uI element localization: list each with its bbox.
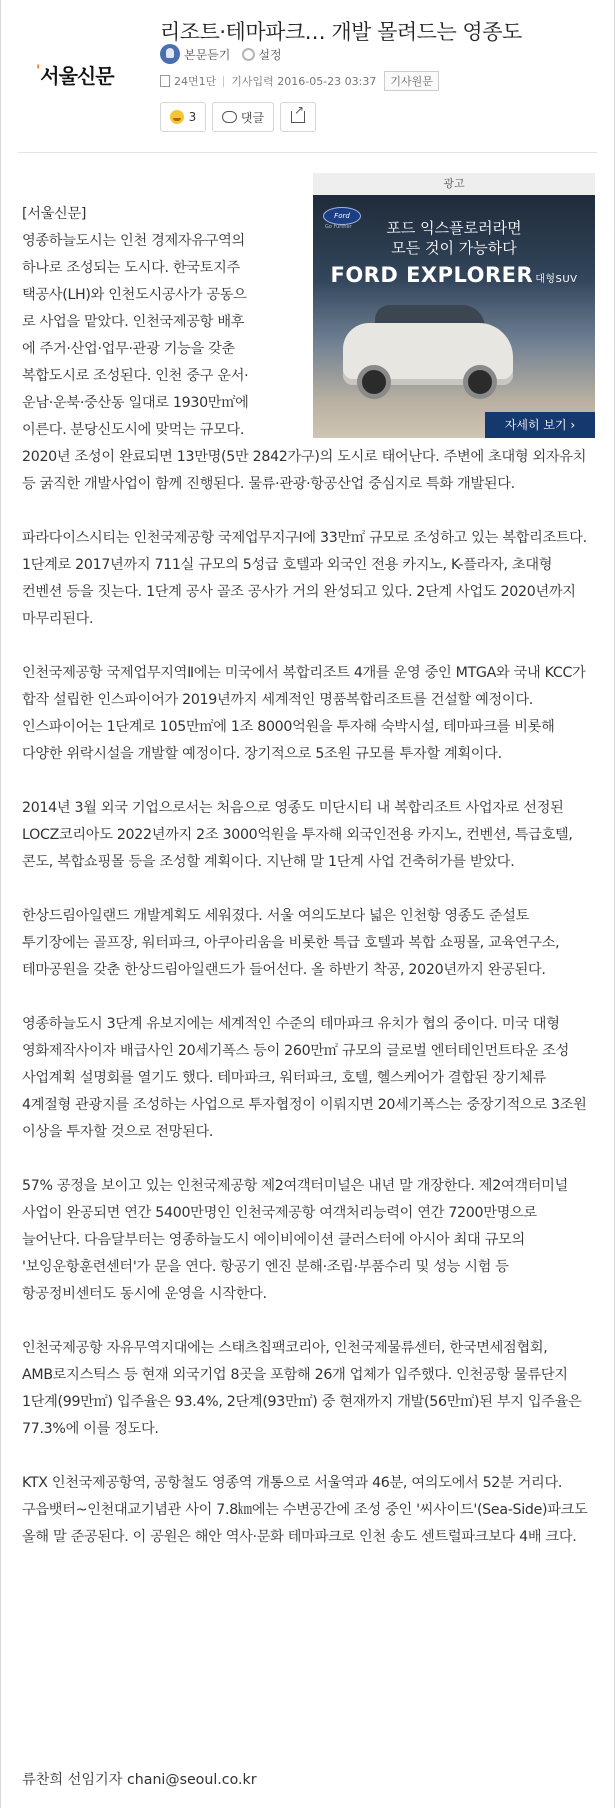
ad-brand-name: FORD EXPLORER bbox=[330, 263, 534, 287]
speaker-icon[interactable] bbox=[160, 44, 180, 64]
ad-label: 광고 bbox=[313, 173, 595, 195]
ford-tagline: Go Further bbox=[325, 224, 352, 230]
paragraph: KTX 인천국제공항역, 공항철도 영종역 개통으로 서울역과 46분, 여의도에서 52분 거리다. 구읍뱃터~인천대교기념관 사이 7.8㎞에는 수변공간에 조성 중인 '씨사이드'(Sea-Side)파크도 올해 말 준공된다. 이 공원은 해안 역사·문화 테마파크로 인천 송도 센트럴파크보다 4배 크다. bbox=[22, 1475, 588, 1545]
original-article-button[interactable]: 기사원문 bbox=[384, 71, 439, 91]
share-button[interactable] bbox=[280, 102, 316, 132]
ad-brand-suffix: 대형SUV bbox=[535, 274, 578, 285]
share-icon bbox=[291, 111, 305, 123]
meta-row bbox=[160, 72, 439, 90]
line: 운남·운북·중산동 일대로 1930만㎡에 bbox=[22, 395, 249, 411]
ad-headline-2: 모든 것이 가능하다 bbox=[391, 239, 517, 257]
line: 복합도시로 조성된다. 인천 중구 운서· bbox=[22, 368, 249, 384]
settings-button[interactable]: 설정 bbox=[258, 47, 282, 62]
action-bar bbox=[160, 102, 322, 132]
line: 에 주거·산업·업무·관광 기능을 갖춘 bbox=[22, 341, 235, 357]
header-divider bbox=[18, 152, 597, 153]
intro-rest: 2020년 조성이 완료되면 13만명(5만 2842가구)의 도시로 태어난다. 주변에 초대형 외자유치 등 굵직한 개발사업이 함께 진행된다. 물류·관광·항공산업 중심지로 특화 개발된다. bbox=[22, 449, 587, 492]
listen-button[interactable]: 본문듣기 bbox=[184, 47, 231, 62]
reaction-count: 3 bbox=[188, 110, 197, 124]
line: 이른다. 분당신도시에 맞먹는 규모다. bbox=[22, 422, 245, 438]
smile-emoji-icon bbox=[170, 110, 184, 124]
line: [서울신문] bbox=[22, 206, 87, 222]
paragraph: 2014년 3월 외국 기업으로서는 처음으로 영종도 미단시티 내 복합리조트 사업자로 선정된 LOCZ코리아도 2022년까지 2조 3000억원을 투자해 외국인전용 카지노, 컨벤션, 특급호텔, 콘도, 복합쇼핑몰 등을 조성할 계획이다. 지난해 말 1단계 사업 건축허가를 받았다. bbox=[22, 800, 573, 870]
press-logo[interactable] bbox=[36, 60, 114, 89]
paragraph: 파라다이스시티는 인천국제공항 국제업무지구Ⅰ에 33만㎡ 규모로 조성하고 있는 복합리조트다. 1단계로 2017년까지 711실 규모의 5성급 호텔과 외국인 전용 카지노, K-플라자, 초대형 컨벤션 등을 짓는다. 1단계 공사 골조 공사가 거의 완성되고 있다. 2단계 사업도 2020년까지 마무리된다. bbox=[22, 530, 587, 627]
left-border bbox=[0, 0, 1, 1808]
ford-logo: Ford bbox=[323, 207, 361, 225]
paragraph: 57% 공정을 보이고 있는 인천국제공항 제2여객터미널은 내년 말 개장한다. 제2여객터미널 사업이 완공되면 연간 5400만명인 인천국제공항 여객처리능력이 연간 7200만명으로 늘어난다. 다음달부터는 영종하늘도시 에이비에이션 클러스터에 아시아 최대 규모의 '보잉운항훈련센터'가 문을 연다. 항공기 엔진 분해·조립·부품수리 및 성능 시험 등 항공정비센터도 동시에 운영을 시작한다. bbox=[22, 1178, 568, 1302]
comment-button[interactable] bbox=[212, 102, 274, 132]
intro-paragraph bbox=[22, 201, 594, 498]
comment-icon bbox=[222, 111, 237, 123]
comment-label: 댓글 bbox=[240, 110, 265, 125]
logo-mark: ' bbox=[36, 63, 40, 79]
article-title: 리조트·테마파크… 개발 몰려드는 영종도 bbox=[160, 20, 522, 44]
reaction-button[interactable] bbox=[160, 102, 206, 132]
byline: 류찬희 선임기자 chani@seoul.co.kr bbox=[22, 1772, 257, 1788]
gear-icon[interactable] bbox=[242, 48, 255, 61]
newspaper-page-icon bbox=[160, 75, 170, 87]
ad-headline-1: 포드 익스플로러라면 bbox=[386, 219, 522, 237]
line: 택공사(LH)와 인천도시공사가 공동으 bbox=[22, 287, 247, 303]
tools-row bbox=[160, 44, 282, 64]
paragraph: 인천국제공항 국제업무지역Ⅱ에는 미국에서 복합리조트 4개를 운영 중인 MTGA와 국내 KCC가 합작 설립한 인스파이어가 2019년까지 세계적인 명품복합리조트를 건설할 예정이다. 인스파이어는 1단계로 105만㎡에 1조 8000억원을 투자해 숙박시설, 테마파크를 비롯해 다양한 위락시설을 개발할 예정이다. 장기적으로 5조원 규모를 투자할 계획이다. bbox=[22, 665, 586, 762]
article-body bbox=[22, 201, 594, 1578]
line: 영종하늘도시는 인천 경제자유구역의 bbox=[22, 233, 245, 249]
divider bbox=[223, 76, 224, 87]
page-info: 24면1단 bbox=[174, 75, 217, 88]
paragraph: 한상드림아일랜드 개발계획도 세워졌다. 서울 여의도보다 넓은 인천항 영종도 준설토 투기장에는 골프장, 워터파크, 아쿠아리움을 비롯한 특급 호텔과 복합 쇼핑몰, 교육연구소, 테마공원을 갖춘 한상드림아일랜드가 들어선다. 올 하반기 착공, 2020년까지 완공된다. bbox=[22, 908, 560, 978]
line: 로 사업을 맡았다. 인천국제공항 배후 bbox=[22, 314, 245, 330]
publish-date: 기사입력 2016-05-23 03:37 bbox=[231, 75, 377, 88]
logo-text: 서울신문 bbox=[40, 64, 114, 88]
paragraph: 영종하늘도시 3단계 유보지에는 세계적인 수준의 테마파크 유치가 협의 중이다. 미국 대형 영화제작사이자 배급사인 20세기폭스 등이 260만㎡ 규모의 글로벌 엔터테인먼트타운 조성 사업계획 설명회를 열기도 했다. 테마파크, 워터파크, 호텔, 헬스케어가 결합된 장기체류 4계절형 관광지를 조성하는 사업으로 투자협정이 이뤄지면 20세기폭스는 중장기적으로 3조원 이상을 투자할 것으로 전망된다. bbox=[22, 1016, 587, 1140]
ad-more-button[interactable]: 자세히 보기 › bbox=[485, 412, 595, 438]
line: 하나로 조성되는 도시다. 한국토지주 bbox=[22, 260, 240, 276]
paragraph: 인천국제공항 자유무역지대에는 스태츠칩팩코리아, 인천국제물류센터, 한국면세점협회, AMB로지스틱스 등 현재 외국기업 8곳을 포함해 26개 업체가 입주했다. 인천공항 물류단지 1단계(99만㎡) 입주율은 93.4%, 2단계(93만㎡) 중 현재까지 개발(56만㎡)된 부지 입주율은 77.3%에 이를 정도다. bbox=[22, 1340, 582, 1437]
